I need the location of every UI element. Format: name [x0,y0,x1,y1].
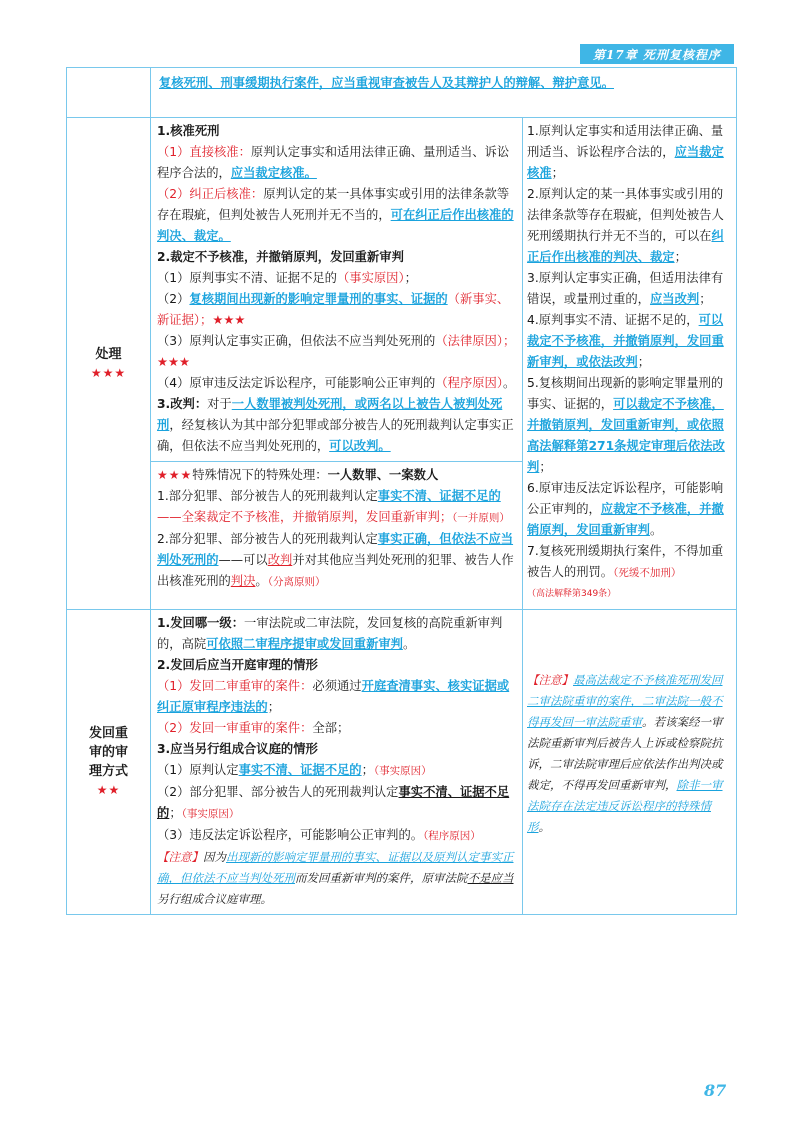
row-header-label: 发回重 [88,726,128,741]
paragraph: 5.复核期间出现新的影响定罪量刑的事实、证据的，可以裁定不予核准，并撤销原判，发回重新审判，或依照高法解释第271条规定审理后依法改判； [527,376,725,474]
paragraph: 3.改判：对于一人数罪被判处死刑，或两名以上被告人被判处死刑，经复核认为其中部分犯罪或部分被告人的死刑裁判认定事实正确，但依法不应当判处死刑的，可以改判。 [157,397,514,453]
handwritten-note: 【注意】因为出现新的影响定罪量刑的事实、证据以及原判认定事实正确，但依法不应当判处死刑而发回重新审判的案件，原审法院不是应当另行组成合议庭审理。 [157,850,514,906]
handling-deferred-cell [523,118,737,610]
section-heading: 1.核准死刑 [157,124,220,138]
row-header-remand [67,610,151,915]
paragraph: ★★★特殊情况下的特殊处理：一人数罪、一案数人 [157,468,439,482]
section-heading: 2.裁定不予核准，并撤销原判，发回重新审判 [157,250,404,264]
importance-stars: ★★ [96,783,121,797]
row-header-label: 审的审 [88,745,128,760]
section-heading: 3.应当另行组成合议庭的情形 [157,742,318,756]
paragraph: 1.发回哪一级：一审法院或二审法院，发回复核的高院重新审判的，高院可依照二审程序提审或发回重新审判。 [157,616,503,651]
handwritten-note: 【注意】最高法裁定不予核准死刑发回二审法院重审的案件，二审法院一般不得再发回一审法院重审。若该案经一审法院重新审判后被告人上诉或检察院抗诉，二审法院审理后应依法作出判决或裁定，不得再发回重新审判，除非一审法院存在法定违反诉讼程序的特殊情形。 [527,673,723,834]
paragraph: （2）复核期间出现新的影响定罪量刑的事实、证据的（新事实、新证据）；★★★ [157,292,510,327]
paragraph: 3.原判认定事实正确，但适用法律有错误，或量刑过重的，应当改判； [527,271,724,306]
row-header-empty [67,68,151,118]
table-row [67,68,737,118]
section-heading: 2.发回后应当开庭审理的情形 [157,658,318,672]
paragraph: （4）原审违反法定诉讼程序，可能影响公正审判的（程序原因）。 [157,376,516,390]
paragraph: 2.原判认定的某一具体事实或引用的法律条款等存在瑕疵，但判处被告人死刑缓期执行并无不当的，可以在纠正后作出核准的判决、裁定； [527,187,724,264]
paragraph: 6.原审违反法定诉讼程序，可能影响公正审判的，应裁定不予核准，并撤销原判，发回重新审判。 [527,481,724,537]
table-row [67,118,737,610]
source-note: （高法解释第349条） [527,589,617,599]
paragraph: （2）部分犯罪、部分被告人的死刑裁判认定事实不清、证据不足的；（事实原因） [157,785,510,820]
chapter-tag: 第17章 死刑复核程序 [580,44,734,64]
paragraph: 1.部分犯罪、部分被告人的死刑裁判认定事实不清、证据不足的——全案裁定不予核准，并撤销原判，发回重新审判；（一并原则） [157,489,510,524]
remand-main-cell [151,610,523,915]
paragraph: （1）直接核准：原判认定事实和适用法律正确、量刑适当、诉讼程序合法的，应当裁定核准。 [157,145,510,180]
paragraph: 4.原判事实不清、证据不足的，可以裁定不予核准，并撤销原判，发回重新审判，或依法改判； [527,313,724,369]
death-penalty-review-table [66,67,737,915]
paragraph: （1）发回二审重审的案件：必须通过开庭查清事实、核实证据或纠正原审程序违法的； [157,679,510,714]
paragraph: 7.复核死刑缓期执行案件，不得加重被告人的刑罚。（死缓不加刑） [527,544,724,579]
special-case-block [151,461,522,593]
paragraph: 1.原判认定事实和适用法律正确、量刑适当、诉讼程序合法的，应当裁定核准； [527,124,724,180]
handling-main-cell [151,118,523,610]
paragraph: （1）原判认定事实不清、证据不足的；（事实原因） [157,763,432,777]
review-note: 复核死刑、刑事缓期执行案件，应当重视审查被告人及其辩护人的辩解、辩护意见。 [159,76,614,90]
page-number: 87 [704,1081,727,1100]
paragraph: （1）原判事实不清、证据不足的（事实原因）； [157,271,417,285]
paragraph: （2）发回一审重审的案件：全部； [157,721,350,735]
row0-text-cell [151,68,737,118]
remand-note-cell [523,610,737,915]
paragraph: （2）纠正后核准：原判认定的某一具体事实或引用的法律条款等存在瑕疵，但判处被告人死刑并无不当的，可在纠正后作出核准的判决、裁定。 [157,187,514,243]
paragraph: （3）原判认定事实正确，但依法不应当判处死刑的（法律原因）；★★★ [157,334,516,369]
row-header-handling [67,118,151,610]
paragraph: （3）违反法定诉讼程序，可能影响公正审判的。（程序原因） [157,828,481,842]
row-header-label: 理方式 [88,764,128,779]
table-row [67,610,737,915]
paragraph: 2.部分犯罪、部分被告人的死刑裁判认定事实正确，但依法不应当判处死刑的——可以改判并对其他应当判处死刑的犯罪、被告人作出核准死刑的判决。（分离原则） [157,532,514,588]
row-header-label: 处理 [95,346,122,362]
importance-stars: ★★★ [90,365,127,380]
